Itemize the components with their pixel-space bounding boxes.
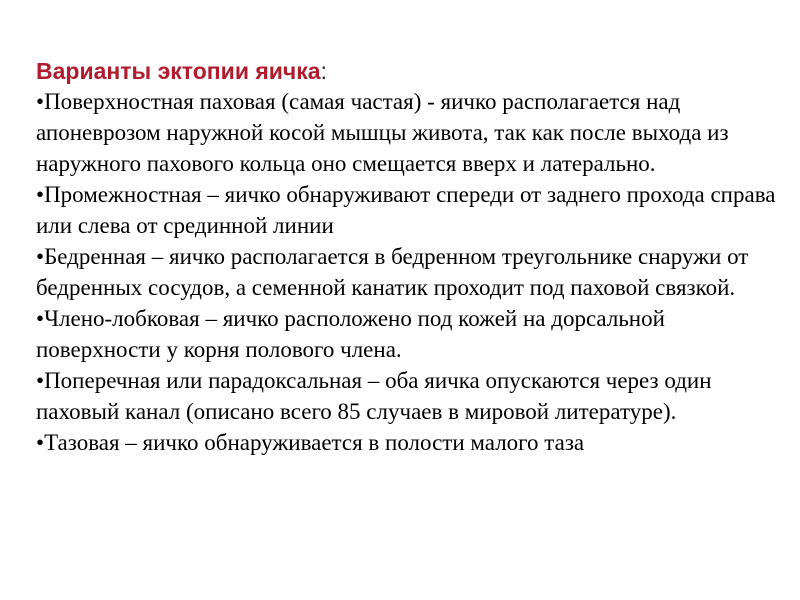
bullet-item-text: Поверхностная паховая (самая частая) - яичко располагается над апоневрозом наружной косой мышцы живота, так как после выхода из наружного пахового кольца оно смещается вверх и латерально. bbox=[36, 89, 729, 176]
bullet-item-text: Бедренная – яичко располагается в бедренном треугольнике снаружи от бедренных сосудов, а семенной канатик проходит под паховой связкой. bbox=[36, 244, 749, 300]
bullet-item-penopubic bbox=[36, 303, 780, 365]
bullet-item-text: Тазовая – яичко обнаруживается в полости малого таза bbox=[44, 430, 585, 455]
bullet-list bbox=[36, 86, 780, 458]
bullet-item-superficial-inguinal bbox=[36, 86, 780, 179]
slide-title-colon: : bbox=[320, 58, 327, 84]
bullet-icon: • bbox=[36, 430, 45, 455]
bullet-icon: • bbox=[36, 89, 45, 114]
bullet-item-text: Поперечная или парадоксальная – оба яичка опускаются через один паховый канал (описано всего 85 случаев в мировой литературе). bbox=[36, 368, 712, 424]
bullet-icon: • bbox=[36, 306, 45, 331]
bullet-icon: • bbox=[36, 368, 45, 393]
bullet-icon: • bbox=[36, 182, 45, 207]
slide-title-text: Варианты эктопии яичка bbox=[36, 58, 321, 84]
bullet-item-pelvic bbox=[36, 427, 780, 458]
bullet-item-perineal bbox=[36, 179, 780, 241]
bullet-item-text: Члено-лобковая – яичко расположено под кожей на дорсальной поверхности у корня полового члена. bbox=[36, 306, 665, 362]
bullet-item-transverse bbox=[36, 365, 780, 427]
bullet-item-femoral bbox=[36, 241, 780, 303]
bullet-icon: • bbox=[36, 244, 45, 269]
bullet-item-text: Промежностная – яичко обнаруживают спереди от заднего прохода справа или слева от срединной линии bbox=[36, 182, 776, 238]
slide-title bbox=[36, 56, 780, 86]
